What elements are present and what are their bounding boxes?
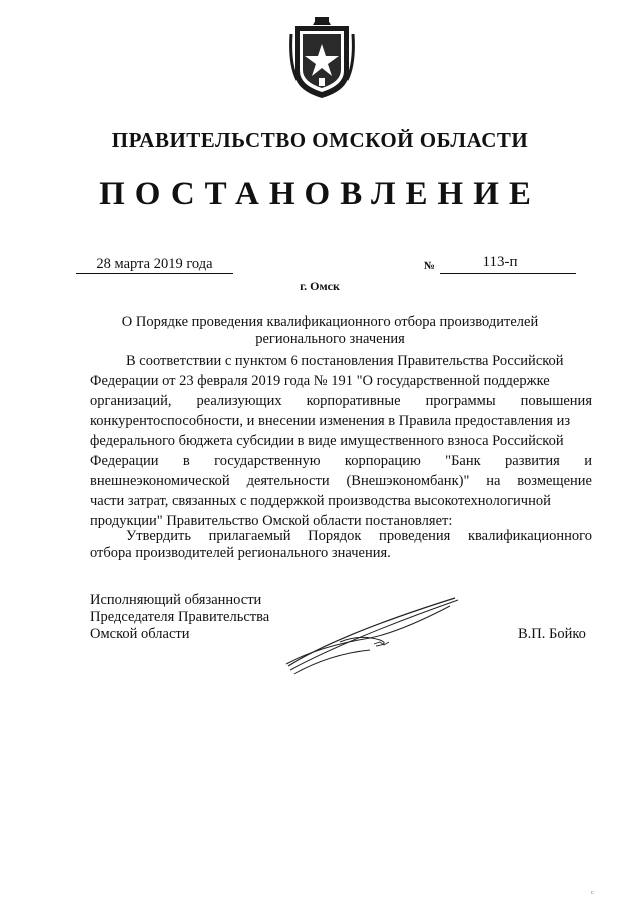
signer-title-line-2: Председателя Правительства bbox=[90, 609, 270, 625]
body-line: конкурентоспособности, и внесении изменения в Правила предоставления из bbox=[90, 413, 571, 429]
signer-title-line-3: Омской области bbox=[90, 626, 190, 642]
body-line: Утвердить прилагаемый Порядок проведения квалификационного bbox=[126, 528, 592, 544]
body-line: продукции" Правительство Омской области постановляет: bbox=[90, 513, 453, 529]
page-mark: с bbox=[591, 890, 594, 896]
body-line: В соответствии с пунктом 6 постановления Правительства Российской bbox=[126, 353, 564, 369]
body-line: отбора производителей регионального значения. bbox=[90, 545, 391, 561]
signer-name: В.П. Бойко bbox=[518, 626, 586, 642]
title-line-2: регионального значения bbox=[255, 331, 405, 347]
city: г. Омск bbox=[300, 279, 340, 293]
handwritten-signature bbox=[280, 594, 462, 680]
document-number: 113-п bbox=[482, 254, 518, 270]
body-line: организаций, реализующих корпоративные программы повышения bbox=[90, 393, 592, 409]
coat-of-arms-emblem bbox=[289, 14, 355, 100]
body-line: Федерации от 23 февраля 2019 года № 191 "О государственной поддержке bbox=[90, 373, 550, 389]
document-title bbox=[110, 314, 550, 348]
signer-title-line-1: Исполняющий обязанности bbox=[90, 592, 262, 608]
title-line-1: О Порядке проведения квалификационного отбора производителей bbox=[121, 314, 539, 330]
number-label: № bbox=[424, 260, 436, 272]
body-line: внешнеэкономической деятельности (Внешэкономбанк)" на возмещение bbox=[90, 473, 592, 489]
body-line: Федерации в государственную корпорацию "Банк развития и bbox=[90, 453, 592, 469]
document-type: ПОСТАНОВЛЕНИЕ bbox=[99, 176, 541, 212]
body-line: части затрат, связанных с поддержкой производства высокотехнологичной bbox=[90, 493, 551, 509]
body-line: федерального бюджета субсидии в виде имущественного взноса Российской bbox=[90, 433, 564, 449]
document-date: 28 марта 2019 года bbox=[96, 256, 213, 272]
organization-name: ПРАВИТЕЛЬСТВО ОМСКОЙ ОБЛАСТИ bbox=[111, 128, 529, 152]
